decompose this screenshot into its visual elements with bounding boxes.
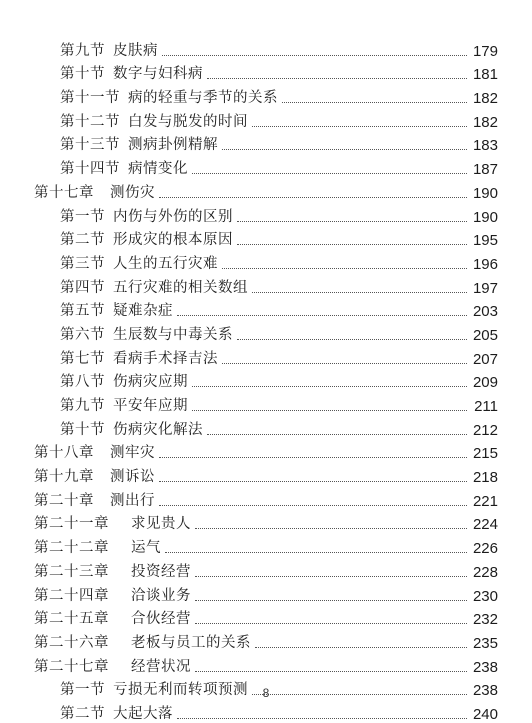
dot-leader <box>207 77 467 79</box>
entry-number: 第二十三章 <box>34 563 109 580</box>
entry-number: 第二十章 <box>34 492 94 509</box>
entry-number: 第十七章 <box>34 184 94 201</box>
toc-section-entry <box>0 131 532 155</box>
entry-number: 第十八章 <box>34 445 94 462</box>
dot-leader <box>195 599 467 601</box>
entry-number: 第一节 <box>60 208 105 225</box>
dot-leader <box>195 670 467 672</box>
entry-page-number: 240 <box>472 705 498 723</box>
entry-title: 皮肤病 <box>113 42 158 59</box>
entry-number: 第十三节 <box>60 137 120 154</box>
entry-title: 内伤与外伤的区别 <box>113 208 233 225</box>
entry-page-number: 221 <box>472 492 498 510</box>
entry-page-number: 238 <box>472 682 498 700</box>
entry-title: 五行灾难的相关数组 <box>113 279 248 296</box>
toc-chapter-entry <box>0 628 532 652</box>
entry-title: 洽谈业务 <box>131 587 191 604</box>
entry-title: 平安年应期 <box>113 398 188 414</box>
toc-section-entry <box>0 297 532 321</box>
entry-page-number: 238 <box>472 658 498 676</box>
dot-leader <box>195 575 467 577</box>
entry-title: 亏损无利而转项预测 <box>113 682 248 699</box>
entry-page-number: 226 <box>472 540 498 558</box>
entry-number: 第十二节 <box>60 113 120 130</box>
entry-page-number: 235 <box>472 634 498 652</box>
entry-title: 白发与脱发的时间 <box>128 113 248 130</box>
dot-leader <box>159 196 467 198</box>
toc-chapter-entry <box>0 439 532 463</box>
dot-leader <box>252 291 467 293</box>
entry-title: 测病卦例精解 <box>128 137 218 154</box>
entry-number: 第六节 <box>60 326 105 343</box>
entry-page-number: 211 <box>474 398 498 415</box>
entry-number: 第二十六章 <box>34 634 109 651</box>
entry-number: 第十一节 <box>60 90 120 107</box>
entry-title: 运气 <box>131 540 161 557</box>
dot-leader <box>195 527 467 529</box>
dot-leader <box>237 220 467 222</box>
entry-number: 第九节 <box>60 398 105 414</box>
entry-page-number: 196 <box>472 255 498 273</box>
page-number: 8 <box>262 686 270 700</box>
entry-page-number: 218 <box>472 469 498 487</box>
toc-section-entry <box>0 273 532 297</box>
entry-page-number: 212 <box>472 421 498 439</box>
entry-title: 伤病灾应期 <box>113 374 188 391</box>
dot-leader <box>159 504 467 506</box>
dot-leader <box>222 362 467 364</box>
dot-leader <box>177 314 467 316</box>
toc-section-entry <box>0 249 532 273</box>
entry-page-number: 205 <box>472 326 498 344</box>
toc-chapter-entry <box>0 581 532 605</box>
dot-leader <box>192 385 467 387</box>
entry-title: 形成灾的根本原因 <box>113 232 233 249</box>
entry-page-number: 183 <box>472 137 498 155</box>
toc-chapter-entry <box>0 510 532 534</box>
dot-leader <box>237 338 467 340</box>
entry-number: 第十节 <box>60 66 105 83</box>
toc-section-entry <box>0 107 532 131</box>
entry-title: 投资经营 <box>131 563 191 580</box>
toc-section-entry <box>0 83 532 107</box>
toc-section-entry <box>0 154 532 178</box>
entry-page-number: 209 <box>472 374 498 392</box>
entry-page-number: 203 <box>472 303 498 321</box>
toc-section-entry <box>0 60 532 84</box>
dot-leader <box>165 551 467 553</box>
entry-page-number: 232 <box>472 611 498 629</box>
entry-number: 第二十七章 <box>34 658 109 675</box>
entry-number: 第三节 <box>60 255 105 272</box>
toc-chapter-entry <box>0 178 532 202</box>
entry-page-number: 230 <box>472 587 498 605</box>
dot-leader <box>237 243 467 245</box>
dot-leader <box>282 101 467 103</box>
entry-page-number: 179 <box>472 42 498 60</box>
entry-page-number: 187 <box>472 161 498 179</box>
toc-chapter-entry <box>0 605 532 629</box>
dot-leader <box>252 125 467 127</box>
toc-section-entry <box>0 699 532 723</box>
toc-section-entry <box>0 226 532 250</box>
toc-section-entry <box>0 368 532 392</box>
toc-section-entry <box>0 202 532 226</box>
dot-leader <box>159 456 467 458</box>
entry-page-number: 190 <box>472 208 498 226</box>
entry-number: 第二十一章 <box>34 516 109 533</box>
dot-leader <box>192 172 467 174</box>
entry-page-number: 181 <box>472 66 498 84</box>
toc-section-entry <box>0 415 532 439</box>
entry-number: 第二十二章 <box>34 540 109 557</box>
entry-title: 测诉讼 <box>110 469 155 486</box>
entry-title: 病的轻重与季节的关系 <box>128 90 278 107</box>
toc-section-entry <box>0 320 532 344</box>
entry-title: 老板与员工的关系 <box>131 634 251 651</box>
dot-leader <box>255 646 467 648</box>
dot-leader <box>222 267 467 269</box>
entry-title: 生辰数与中毒关系 <box>113 326 233 343</box>
entry-title: 伤病灾化解法 <box>113 421 203 438</box>
entry-title: 人生的五行灾难 <box>113 255 218 272</box>
entry-title: 合伙经营 <box>131 611 191 628</box>
toc-chapter-entry <box>0 652 532 676</box>
entry-title: 看病手术择吉法 <box>113 350 218 367</box>
table-of-contents <box>0 36 532 723</box>
entry-number: 第十节 <box>60 421 105 438</box>
entry-page-number: 228 <box>472 563 498 581</box>
entry-title: 测出行 <box>110 492 155 509</box>
entry-title: 经营状况 <box>131 658 191 675</box>
entry-number: 第二十四章 <box>34 587 109 604</box>
entry-number: 第二节 <box>60 705 105 722</box>
dot-leader <box>222 148 467 150</box>
entry-number: 第二节 <box>60 232 105 249</box>
entry-title: 病情变化 <box>128 161 188 178</box>
entry-page-number: 190 <box>472 184 498 202</box>
entry-title: 测伤灾 <box>110 184 155 201</box>
toc-section-entry <box>0 391 532 415</box>
entry-page-number: 207 <box>472 350 498 368</box>
entry-number: 第四节 <box>60 279 105 296</box>
dot-leader <box>195 622 467 624</box>
entry-number: 第一节 <box>60 682 105 699</box>
dot-leader <box>177 717 467 719</box>
entry-number: 第七节 <box>60 350 105 367</box>
entry-title: 大起大落 <box>113 705 173 722</box>
entry-number: 第十九章 <box>34 469 94 486</box>
entry-number: 第五节 <box>60 303 105 320</box>
entry-page-number: 182 <box>472 113 498 131</box>
entry-title: 测牢灾 <box>110 445 155 462</box>
entry-page-number: 182 <box>472 90 498 108</box>
toc-chapter-entry <box>0 462 532 486</box>
entry-page-number: 215 <box>472 445 498 463</box>
entry-number: 第九节 <box>60 42 105 59</box>
toc-section-entry <box>0 36 532 60</box>
entry-page-number: 197 <box>472 279 498 297</box>
dot-leader <box>162 54 467 56</box>
toc-chapter-entry <box>0 557 532 581</box>
toc-chapter-entry <box>0 533 532 557</box>
entry-number: 第八节 <box>60 374 105 391</box>
entry-title: 数字与妇科病 <box>113 66 203 83</box>
entry-page-number: 195 <box>472 232 498 250</box>
dot-leader <box>207 433 467 435</box>
entry-number: 第十四节 <box>60 161 120 178</box>
toc-section-entry <box>0 344 532 368</box>
entry-title: 疑难杂症 <box>113 303 173 320</box>
entry-page-number: 224 <box>472 516 498 534</box>
dot-leader <box>159 480 467 482</box>
entry-number: 第二十五章 <box>34 611 109 628</box>
dot-leader <box>192 409 467 411</box>
toc-chapter-entry <box>0 486 532 510</box>
entry-title: 求见贵人 <box>131 516 191 533</box>
